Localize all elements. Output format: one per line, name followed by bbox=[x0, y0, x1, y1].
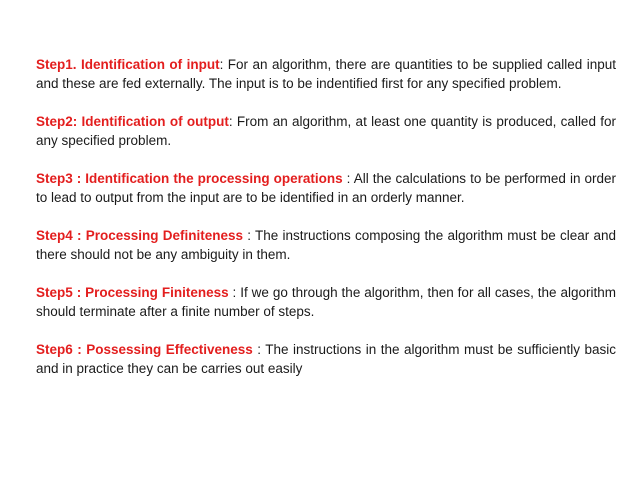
step-item-1 bbox=[36, 55, 616, 93]
step-description: : The instructions in the algorithm must be sufficiently basic and in practice they can be carries out easily bbox=[36, 342, 616, 376]
step-description: : The instructions composing the algorithm must be clear and there should not be any ambiguity in them. bbox=[36, 228, 616, 262]
step-item-5 bbox=[36, 283, 616, 321]
step-title: Step1. Identification of input bbox=[36, 57, 220, 72]
step-title: Step4 : Processing Definiteness bbox=[36, 228, 244, 243]
step-title: Step5 : Processing Finiteness bbox=[36, 285, 229, 300]
step-description: : From an algorithm, at least one quantity is produced, called for any specified problem. bbox=[36, 114, 616, 148]
step-item-3 bbox=[36, 169, 616, 207]
step-description: : All the calculations to be performed in order to lead to output from the input are to be identified in an orderly manner. bbox=[36, 171, 616, 205]
step-title: Step6 : Possessing Effectiveness bbox=[36, 342, 253, 357]
step-item-4 bbox=[36, 226, 616, 264]
step-title: Step2: Identification of output bbox=[36, 114, 229, 129]
step-description: : For an algorithm, there are quantities to be supplied called input and these are fed externally. The input is to be indentified first for any specified problem. bbox=[36, 57, 616, 91]
step-description: : If we go through the algorithm, then for all cases, the algorithm should terminate after a finite number of steps. bbox=[36, 285, 616, 319]
steps-list bbox=[36, 55, 616, 397]
step-item-2 bbox=[36, 112, 616, 150]
step-title: Step3 : Identification the processing operations bbox=[36, 171, 343, 186]
step-item-6 bbox=[36, 340, 616, 378]
